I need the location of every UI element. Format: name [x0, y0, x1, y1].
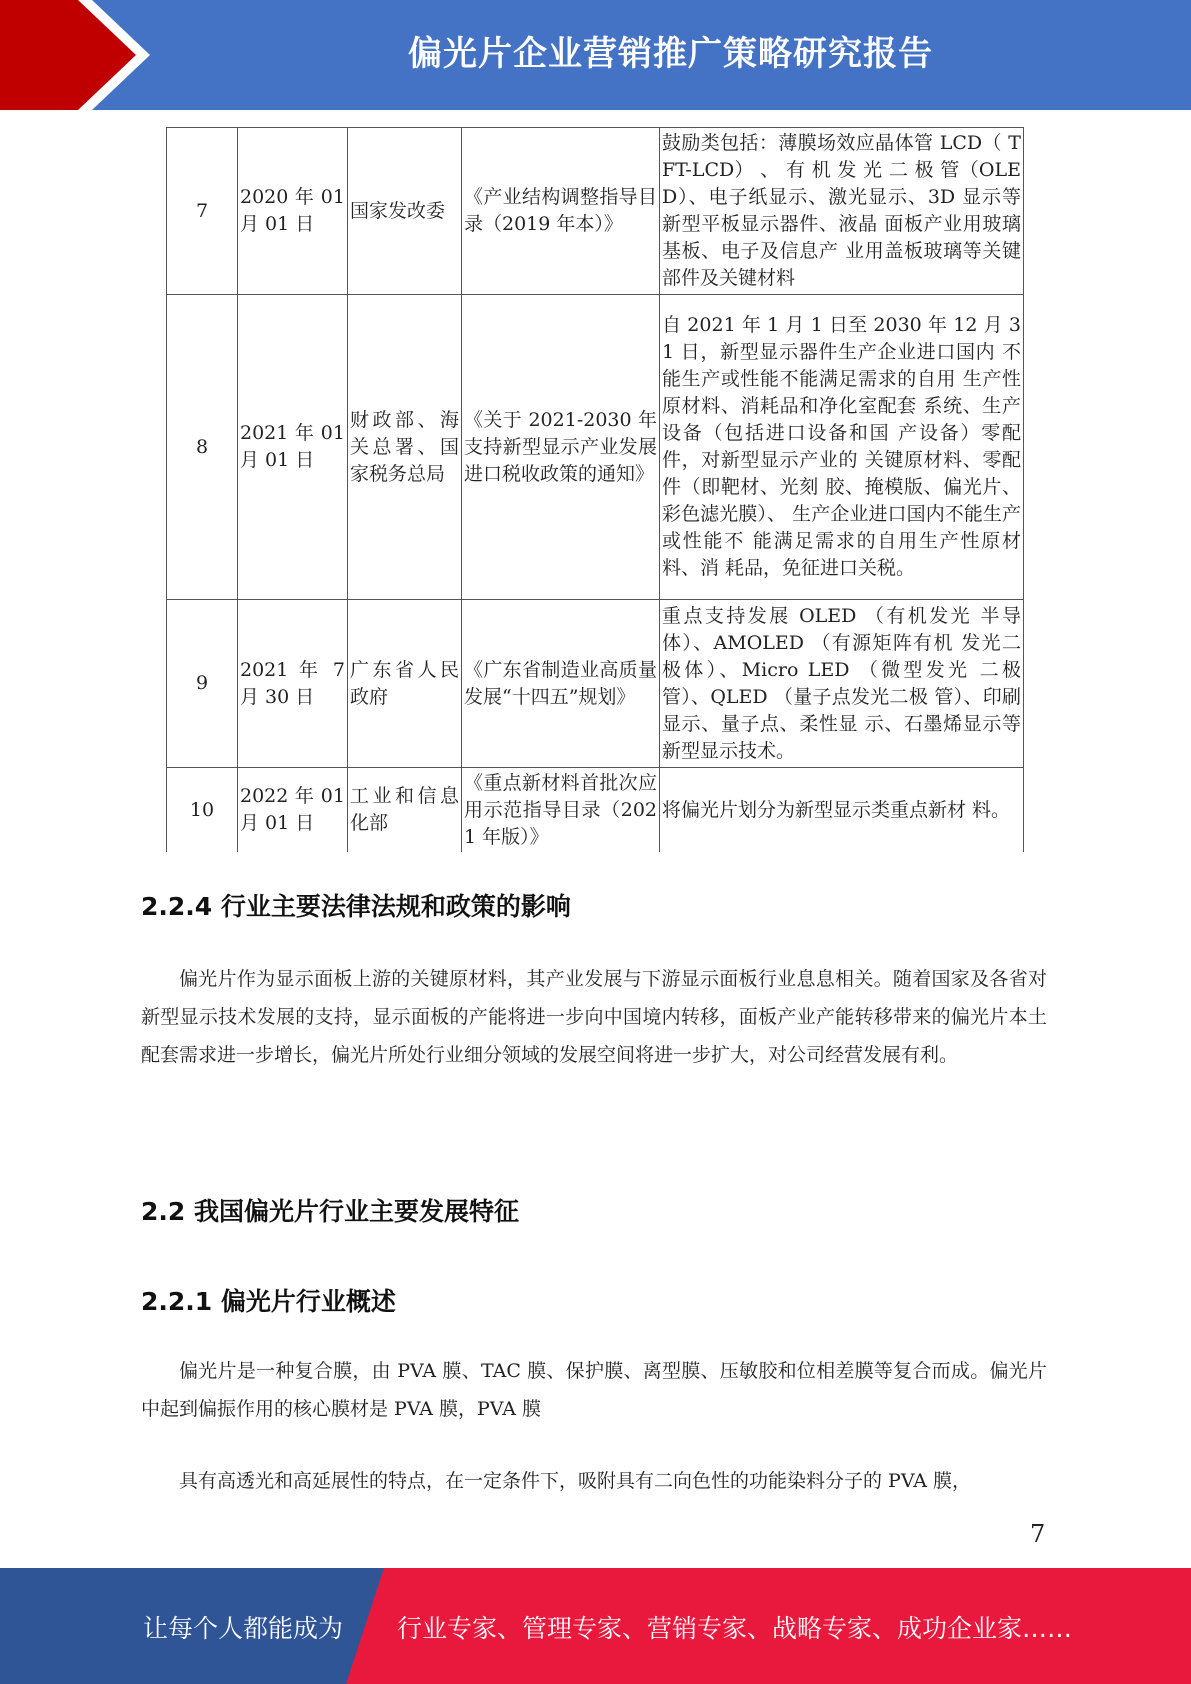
row-content: 将偏光片划分为新型显示类重点新材 料。: [660, 768, 1024, 853]
row-number: 7: [167, 128, 238, 295]
row-number: 9: [167, 600, 238, 768]
section-heading-2-2-4: 2.2.4 行业主要法律法规和政策的影响: [141, 892, 571, 921]
page-footer: [0, 1568, 1191, 1684]
section-heading-2-2: 2.2 我国偏光片行业主要发展特征: [141, 1197, 519, 1226]
table-row: [167, 295, 1024, 600]
row-document: 《关于 2021-2030 年支持新型显示产业发展进口税收政策的通知》: [462, 295, 660, 600]
policy-table: [166, 127, 1024, 852]
page-header: [0, 0, 1191, 110]
table-row: [167, 768, 1024, 853]
row-document: 《广东省制造业高质量发展“十四五”规划》: [462, 600, 660, 768]
row-agency: 国家发改委: [348, 128, 462, 295]
paragraph-2-2-4: 偏光片作为显示面板上游的关键原材料，其产业发展与下游显示面板行业息息相关。随着国家及各省对新型显示技术发展的支持，显示面板的产能将进一步向中国境内转移，面板产业产能转移带来的偏光片本土配套需求进一步增长，偏光片所处行业细分领域的发展空间将进一步扩大，对公司经营发展有利。: [141, 968, 1047, 1066]
table-row: [167, 128, 1024, 295]
row-document: 《产业结构调整指导目录（2019 年本）》: [462, 128, 660, 295]
row-agency: 工业和信息化部: [348, 768, 462, 853]
row-date: 2020 年 01 月 01 日: [238, 128, 348, 295]
row-date: 2021 年 7 月 30 日: [238, 600, 348, 768]
report-title: 偏光片企业营销推广策略研究报告: [408, 34, 933, 74]
row-number: 10: [167, 768, 238, 853]
footer-slogan-left: 让每个人都能成为: [143, 1614, 344, 1643]
row-date: 2022 年 01 月 01 日: [238, 768, 348, 853]
row-agency: 财政部、海关总署、国家税务总局: [348, 295, 462, 600]
row-document: 《重点新材料首批次应用示范指导目录（2021 年版）》: [462, 768, 660, 853]
page-number: 7: [1030, 1520, 1046, 1548]
paragraph-2-2-1-a: 偏光片是一种复合膜，由 PVA 膜、TAC 膜、保护膜、离型膜、压敏胶和位相差膜等复合而成。偏光片中起到偏振作用的核心膜材是 PVA 膜，PVA 膜: [141, 1360, 1047, 1420]
row-content: 鼓励类包括：薄膜场效应晶体管 LCD（ TFT-LCD） 、 有 机 发 光 二 极 管（OLED）、电子纸显示、激光显示、3D 显示等新型平板显示器件、液晶 面板产业用玻璃基板、电子及信息产 业用盖板玻璃等关键部件及关键材料: [660, 128, 1024, 295]
row-content: 自 2021 年 1 月 1 日至 2030 年 12 月 31 日，新型显示器件生产企业进口国内 不能生产或性能不能满足需求的自用 生产性原材料、消耗品和净化室配套 系统、生产设备（包括进口设备和国 产设备）零配件，对新型显示产业的 关键原材料、零配件（即靶材、光刻 胶、掩模版、偏光片、彩色滤光膜）、 生产企业进口国内不能生产或性能不 能满足需求的自用生产性原材料、消 耗品，免征进口关税。: [660, 295, 1024, 600]
row-number: 8: [167, 295, 238, 600]
row-agency: 广东省人民政府: [348, 600, 462, 768]
section-heading-2-2-1: 2.2.1 偏光片行业概述: [141, 1287, 396, 1316]
row-date: 2021 年 01 月 01 日: [238, 295, 348, 600]
row-content: 重点支持发展 OLED （有机发光 半导体）、AMOLED （有源矩阵有机 发光二极体）、Micro LED （微型发光 二极管）、QLED （量子点发光二极 管）、印刷显示、量子点、柔性显 示、石墨烯显示等新型显示技术。: [660, 600, 1024, 768]
paragraph-2-2-1-b: 具有高透光和高延展性的特点，在一定条件下，吸附具有二向色性的功能染料分子的 PVA 膜，: [179, 1470, 972, 1492]
table-row: [167, 600, 1024, 768]
footer-slogan-right: 行业专家、管理专家、营销专家、战略专家、成功企业家……: [397, 1614, 1073, 1643]
